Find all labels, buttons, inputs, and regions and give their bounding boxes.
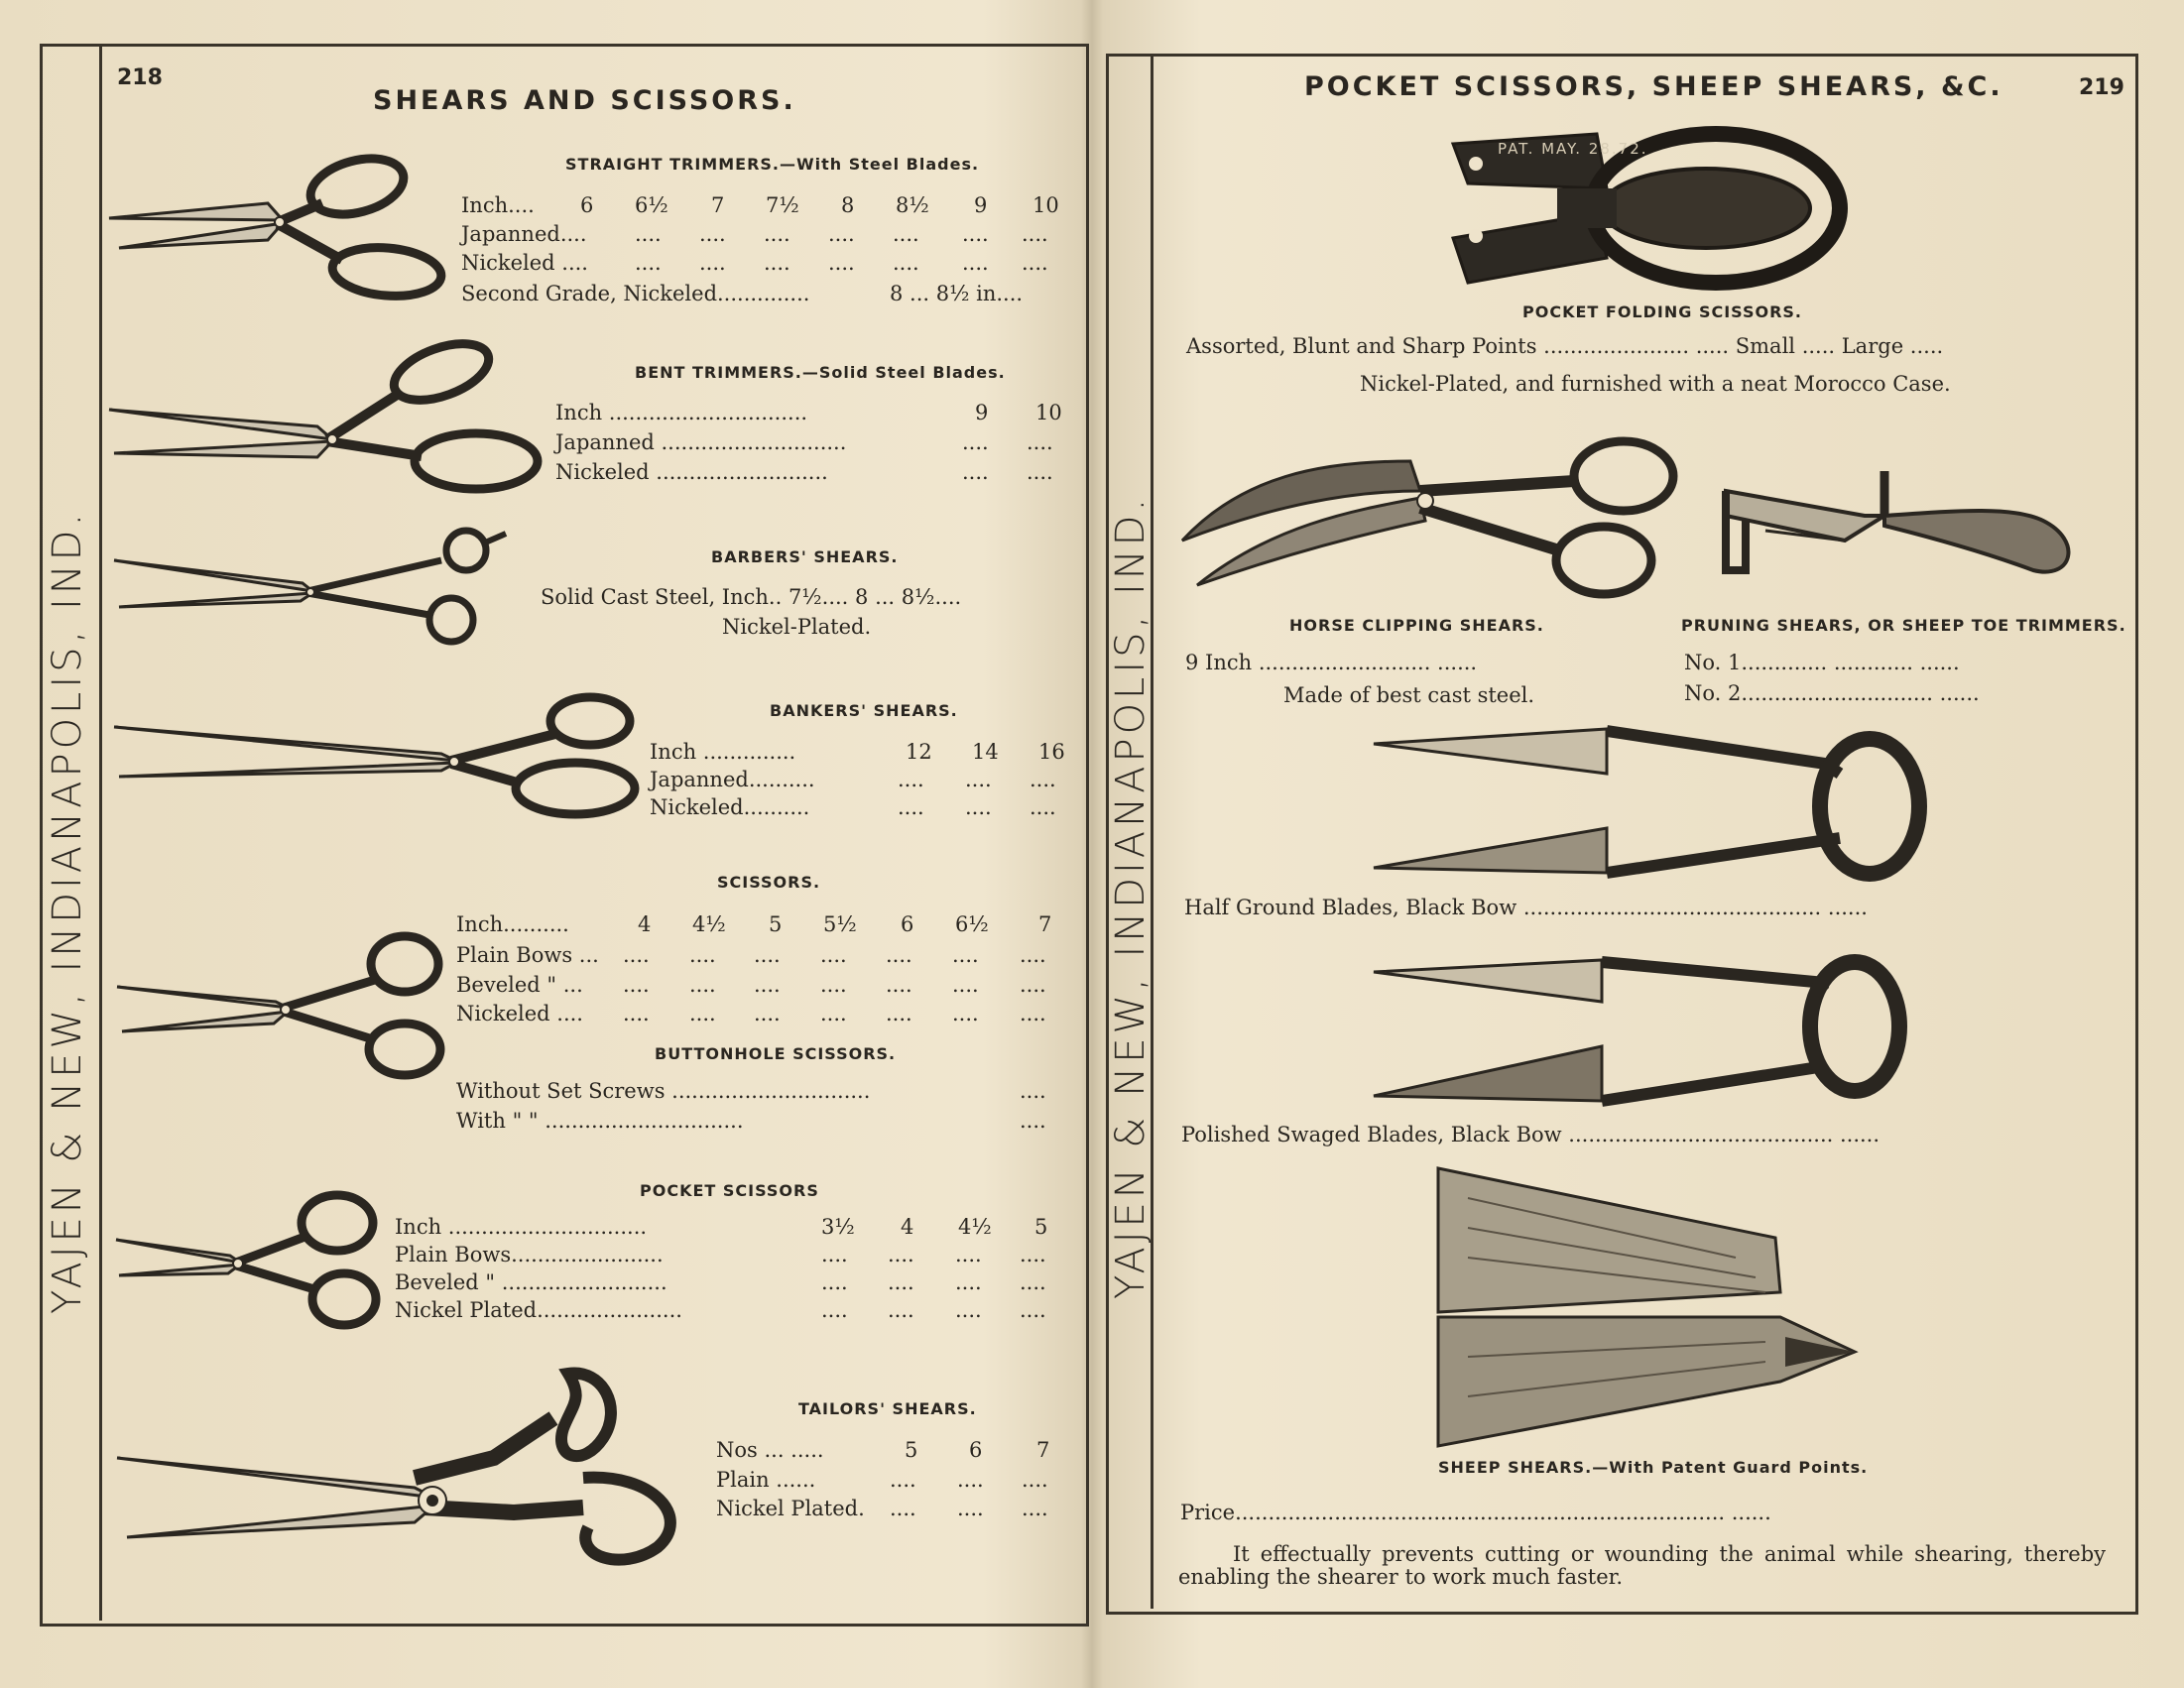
row-label: Nickel Plated......................: [395, 1298, 682, 1322]
tailors-shears-plain-row: [716, 1466, 1073, 1494]
price-cell: ....: [754, 1002, 781, 1025]
price-cell: ....: [623, 973, 650, 997]
size-cell: 7: [1038, 912, 1052, 936]
scissors-nickeled-row: [456, 1000, 1071, 1027]
row-label: Beveled " .........................: [395, 1270, 667, 1294]
size-cell: 6½: [635, 193, 668, 217]
row-label: Beveled " ...: [456, 973, 583, 997]
bent-trimmers-nickeled-row: [555, 458, 1071, 486]
price-cell: ....: [820, 1002, 847, 1025]
row-label: Nickel Plated.: [716, 1497, 865, 1520]
price-cell: ....: [1022, 251, 1048, 275]
tailors-shears-nickel-row: [716, 1495, 1073, 1522]
row-label: Plain Bows.......................: [395, 1243, 664, 1266]
buttonhole-with-row: [456, 1107, 1071, 1135]
pocket-scissors-inch-row: [395, 1213, 1069, 1241]
price-cell: ....: [1022, 1497, 1048, 1520]
bent-trimmers-inch-row: [555, 399, 1071, 426]
size-cell: 4: [901, 1215, 914, 1239]
size-cell: 6: [969, 1438, 983, 1462]
polished-swaged-line: Polished Swaged Blades, Black Bow ........................................ ......: [1181, 1123, 1881, 1146]
buttonhole-scissors-title: BUTTONHOLE SCISSORS.: [655, 1044, 897, 1063]
price-cell: ....: [828, 222, 855, 246]
barbers-shears-plated: Nickel-Plated.: [722, 615, 872, 639]
price-cell: ....: [890, 1468, 916, 1492]
price-cell: ....: [623, 1002, 650, 1025]
horse-clipping-shears-illustration: [1182, 436, 1688, 605]
size-cell: 5: [1034, 1215, 1048, 1239]
left-margin-rule: [99, 44, 102, 1621]
price-cell: ....: [955, 1270, 982, 1294]
bent-trimmers-japanned-row: [555, 428, 1071, 456]
price-cell: ....: [886, 1002, 912, 1025]
right-side-imprint: YAJEN & NEW, INDIANAPOLIS, IND.: [1108, 494, 1153, 1299]
row-label: Nos ... .....: [716, 1438, 824, 1462]
sheep-shears-price: Price.......................................................................... ......: [1180, 1501, 1771, 1524]
row-label: Nickeled ..........................: [555, 460, 828, 484]
price-cell: ....: [623, 943, 650, 967]
price-cell: ....: [886, 973, 912, 997]
price-cell: ....: [1020, 1079, 1046, 1103]
price-cell: ....: [888, 1243, 914, 1266]
pocket-scissors-title: POCKET SCISSORS: [640, 1181, 819, 1200]
price-cell: ....: [828, 251, 855, 275]
sheep-shears-title: SHEEP SHEARS.—With Patent Guard Points.: [1438, 1458, 1869, 1477]
pruning-shears-illustration: [1716, 461, 2098, 600]
barbers-shears-illustration: [114, 526, 521, 655]
price-cell: ....: [955, 1298, 982, 1322]
barbers-shears-line: Solid Cast Steel, Inch.. 7½.... 8 ... 8½....: [541, 585, 962, 609]
horse-clipping-line: 9 Inch .......................... ......: [1185, 651, 1478, 674]
half-ground-line: Half Ground Blades, Black Bow ............................................. ......: [1184, 896, 1868, 919]
pruning-shears-title: PRUNING SHEARS, OR SHEEP TOE TRIMMERS.: [1681, 616, 2126, 635]
left-page-number: 218: [117, 65, 163, 90]
scissors-plain-bows-row: [456, 941, 1071, 969]
row-label: With " " ..............................: [456, 1109, 744, 1133]
price-cell: ....: [820, 943, 847, 967]
size-cell: 5½: [823, 912, 857, 936]
size-cell: 3½: [821, 1215, 855, 1239]
price-cell: ....: [957, 1468, 984, 1492]
price-cell: ....: [1020, 943, 1046, 967]
price-cell: ....: [820, 973, 847, 997]
pruning-shears-no1: No. 1............. ............ ......: [1684, 651, 1960, 674]
size-cell: 4½: [692, 912, 726, 936]
row-label: Plain Bows ...: [456, 943, 599, 967]
straight-trimmers-japanned-row: [461, 220, 1066, 248]
pruning-shears-no2: No. 2............................. ......: [1684, 681, 1980, 705]
sheep-shears-description: It effectually prevents cutting or wounding the animal while shearing, thereby enabling the shearer to work much faster.: [1178, 1542, 2106, 1589]
size-cell: 8½: [896, 193, 929, 217]
size-cell: 7½: [766, 193, 799, 217]
size-cell: 5: [769, 912, 783, 936]
size-cell: 9: [974, 193, 988, 217]
bent-trimmers-title: BENT TRIMMERS.—Solid Steel Blades.: [635, 363, 1006, 382]
buttonhole-without-row: [456, 1077, 1071, 1105]
row-label: Inch..........: [456, 912, 569, 936]
left-page-heading: SHEARS AND SCISSORS.: [373, 85, 796, 116]
right-page-number: 219: [2079, 75, 2124, 100]
row-label: Inch ..............................: [555, 401, 808, 424]
size-cell: 10: [1032, 193, 1059, 217]
size-cell: 6: [901, 912, 914, 936]
row-label: Japanned..........: [650, 768, 815, 791]
price-cell: ....: [689, 943, 716, 967]
row-label: Inch ..............: [650, 740, 796, 764]
scissors-illustration: [117, 932, 454, 1081]
price-cell: ....: [764, 222, 790, 246]
straight-trimmers-nickeled-row: [461, 249, 1066, 277]
price-cell: ....: [1027, 430, 1053, 454]
row-label: Japanned ............................: [555, 430, 847, 454]
horse-clipping-note: Made of best cast steel.: [1283, 683, 1535, 707]
pocket-scissors-beveled-row: [395, 1268, 1069, 1296]
tailors-shears-title: TAILORS' SHEARS.: [798, 1399, 977, 1418]
tailors-shears-nos-row: [716, 1436, 1073, 1464]
price-cell: ....: [965, 795, 992, 819]
price-cell: ....: [1022, 1468, 1048, 1492]
price-cell: ....: [1020, 1002, 1046, 1025]
size-cell: 6½: [955, 912, 989, 936]
price-cell: ....: [699, 251, 726, 275]
price-cell: ....: [635, 251, 662, 275]
price-cell: ....: [893, 251, 919, 275]
pocket-folding-line: Assorted, Blunt and Sharp Points ...................... ..... Small ..... Large .....: [1186, 334, 1944, 358]
price-cell: ....: [821, 1270, 848, 1294]
tailors-shears-illustration: [117, 1359, 712, 1577]
price-cell: ....: [1020, 1109, 1046, 1133]
price-cell: ....: [965, 768, 992, 791]
bankers-shears-title: BANKERS' SHEARS.: [770, 701, 958, 720]
bankers-shears-illustration: [114, 689, 650, 823]
price-cell: ....: [1030, 768, 1056, 791]
scissors-inch-row: [456, 910, 1071, 938]
price-cell: ....: [955, 1243, 982, 1266]
pocket-scissors-nickel-row: [395, 1296, 1069, 1324]
scissors-beveled-row: [456, 971, 1071, 999]
price-cell: ....: [689, 973, 716, 997]
price-cell: ....: [635, 222, 662, 246]
row-label: Nickeled ....: [461, 251, 588, 275]
price-cell: ....: [754, 943, 781, 967]
size-cell: 16: [1038, 740, 1065, 764]
price-cell: ....: [962, 430, 989, 454]
pocket-scissors-illustration: [111, 1188, 389, 1337]
price-cell: ....: [764, 251, 790, 275]
size-cell: 6: [580, 193, 594, 217]
price-cell: ....: [1020, 973, 1046, 997]
polished-swaged-sheep-shears-illustration: [1369, 952, 1924, 1111]
price-cell: ....: [1020, 1298, 1046, 1322]
straight-trimmers-inch-row: [461, 191, 1066, 219]
half-ground-sheep-shears-illustration: [1369, 719, 1944, 888]
price-cell: ....: [1027, 460, 1053, 484]
straight-trimmers-title: STRAIGHT TRIMMERS.—With Steel Blades.: [565, 155, 980, 174]
barbers-shears-title: BARBERS' SHEARS.: [711, 547, 899, 566]
size-cell: 8: [841, 193, 855, 217]
right-page-heading: POCKET SCISSORS, SHEEP SHEARS, &C.: [1304, 71, 2003, 102]
price-cell: ....: [888, 1298, 914, 1322]
pocket-folding-scissors-illustration: [1448, 129, 1845, 298]
straight-trimmers-illustration: [109, 149, 456, 307]
price-cell: ....: [952, 1002, 979, 1025]
row-label: Without Set Screws ..............................: [456, 1079, 871, 1103]
price-cell: ....: [957, 1497, 984, 1520]
price-cell: ....: [890, 1497, 916, 1520]
row-label: Inch ..............................: [395, 1215, 648, 1239]
size-cell: 7: [1036, 1438, 1050, 1462]
row-label: Plain ......: [716, 1468, 816, 1492]
size-cell: 7: [711, 193, 725, 217]
price-cell: ....: [962, 460, 989, 484]
row-label: Japanned....: [461, 222, 587, 246]
price-cell: ....: [689, 1002, 716, 1025]
price-cell: ....: [886, 943, 912, 967]
bankers-shears-japanned-row: [650, 766, 1066, 793]
size-cell: 14: [972, 740, 999, 764]
price-cell: ....: [962, 251, 989, 275]
size-cell: 12: [906, 740, 932, 764]
size-cell: 9: [975, 401, 989, 424]
price-cell: ....: [962, 222, 989, 246]
row-label: Inch....: [461, 193, 535, 217]
patent-stamp: PAT. MAY. 28.72.: [1498, 140, 1648, 158]
bankers-shears-nickeled-row: [650, 793, 1066, 821]
row-label: Nickeled ....: [456, 1002, 583, 1025]
bankers-shears-inch-row: [650, 738, 1066, 766]
price-cell: ....: [821, 1243, 848, 1266]
pocket-folding-title: POCKET FOLDING SCISSORS.: [1522, 302, 1803, 321]
price-cell: ....: [952, 943, 979, 967]
size-cell: 4½: [958, 1215, 992, 1239]
pocket-folding-note: Nickel-Plated, and furnished with a neat Morocco Case.: [1360, 372, 1951, 396]
size-cell: 8 ... 8½ in....: [890, 282, 1024, 305]
price-cell: ....: [952, 973, 979, 997]
row-label: Second Grade, Nickeled..............: [461, 282, 810, 305]
straight-trimmers-second-grade-row: [461, 280, 1066, 307]
price-cell: ....: [898, 795, 924, 819]
horse-clipping-title: HORSE CLIPPING SHEARS.: [1289, 616, 1544, 635]
size-cell: 10: [1035, 401, 1062, 424]
row-label: Nickeled..........: [650, 795, 810, 819]
pocket-scissors-plain-row: [395, 1241, 1069, 1268]
bent-trimmers-illustration: [109, 342, 546, 501]
sheep-shears-guard-illustration: [1438, 1168, 1855, 1448]
price-cell: ....: [1020, 1270, 1046, 1294]
price-cell: ....: [1030, 795, 1056, 819]
price-cell: ....: [699, 222, 726, 246]
price-cell: ....: [821, 1298, 848, 1322]
price-cell: ....: [1020, 1243, 1046, 1266]
price-cell: ....: [1022, 222, 1048, 246]
price-cell: ....: [898, 768, 924, 791]
size-cell: 4: [638, 912, 652, 936]
price-cell: ....: [888, 1270, 914, 1294]
price-cell: ....: [754, 973, 781, 997]
scissors-title: SCISSORS.: [717, 873, 821, 892]
left-side-imprint: YAJEN & NEW, INDIANAPOLIS, IND.: [45, 509, 90, 1314]
size-cell: 5: [905, 1438, 918, 1462]
price-cell: ....: [893, 222, 919, 246]
